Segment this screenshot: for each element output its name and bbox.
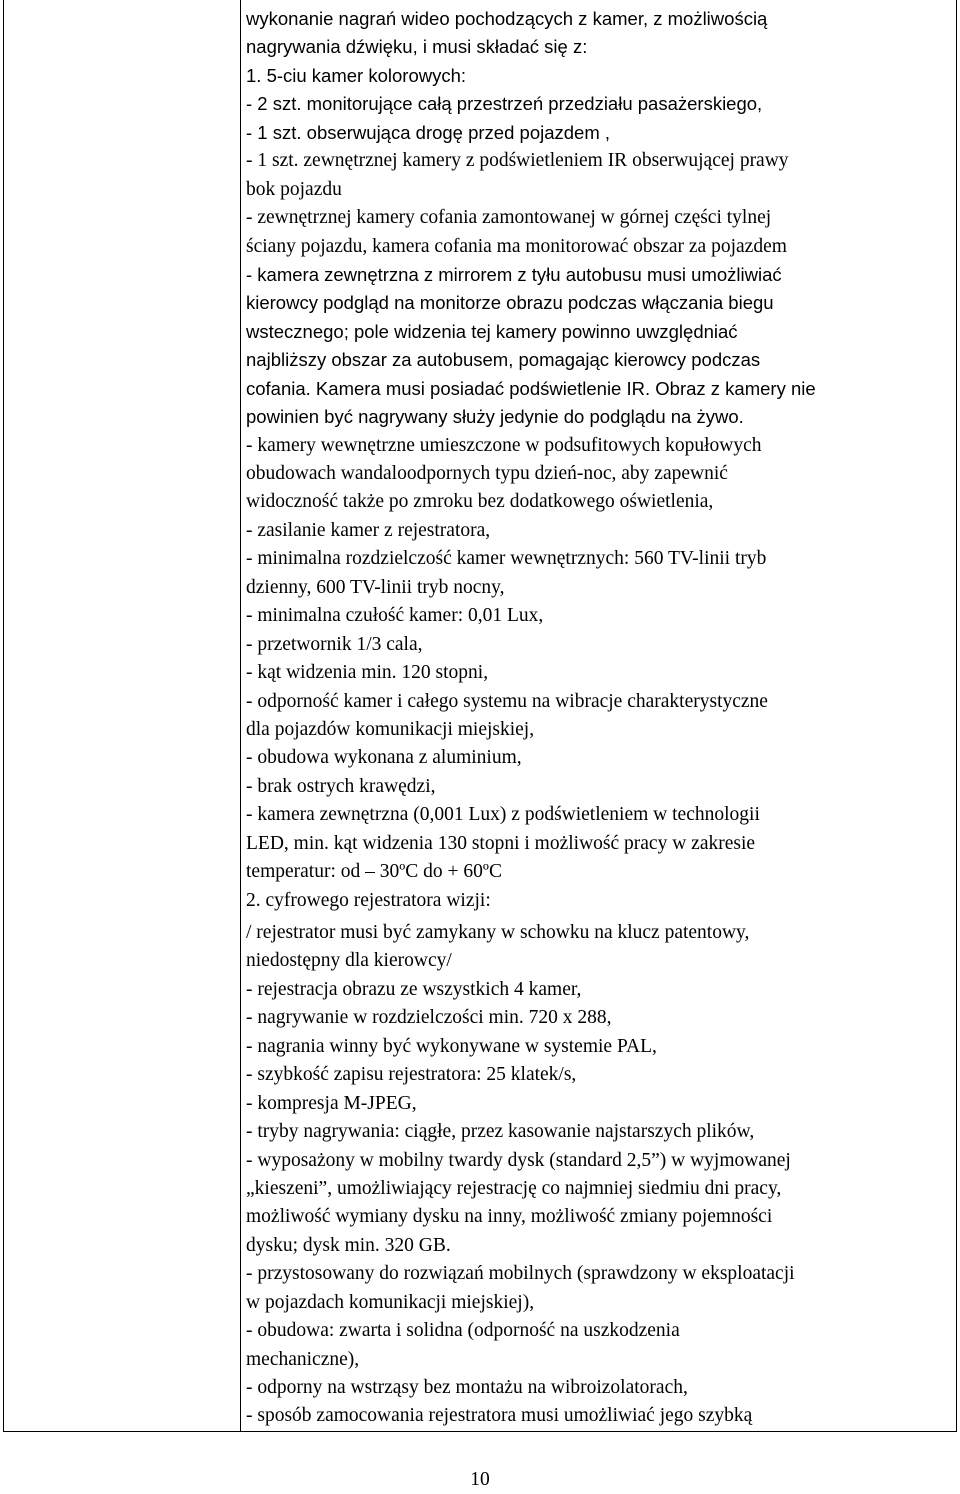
text-line: widoczność także po zmroku bez dodatkowego oświetlenia, bbox=[246, 491, 714, 513]
text-line: - sposób zamocowania rejestratora musi umożliwiać jego szybką bbox=[246, 1405, 753, 1427]
text-line: - 1 szt. zewnętrznej kamery z podświetleniem IR obserwującej prawy bbox=[246, 150, 789, 172]
text-line: - kamera zewnętrzna z mirrorem z tyłu autobusu musi umożliwiać bbox=[246, 263, 782, 285]
text-line: „kieszeni”, umożliwiający rejestrację co najmniej siedmiu dni pracy, bbox=[246, 1177, 782, 1199]
text-line: 2. cyfrowego rejestratora wizji: bbox=[246, 889, 491, 911]
text-line: - zasilanie kamer z rejestratora, bbox=[246, 519, 491, 541]
text-line: w pojazdach komunikacji miejskiej), bbox=[246, 1291, 535, 1313]
text-line: - kąt widzenia min. 120 stopni, bbox=[246, 662, 489, 684]
text-line: - minimalna rozdzielczość kamer wewnętrznych: 560 TV-linii tryb bbox=[246, 548, 767, 570]
table-column-divider bbox=[240, 0, 241, 1432]
text-line: 1. 5-ciu kamer kolorowych: bbox=[246, 64, 467, 86]
text-line: - tryby nagrywania: ciągłe, przez kasowanie najstarszych plików, bbox=[246, 1121, 755, 1143]
text-line: - kompresja M-JPEG, bbox=[246, 1092, 417, 1114]
text-line: - zewnętrznej kamery cofania zamontowanej w górnej części tylnej bbox=[246, 207, 772, 229]
text-line: - nagrania winny być wykonywane w systemie PAL, bbox=[246, 1035, 657, 1057]
text-line: - kamery wewnętrzne umieszczone w podsufitowych kopułowych bbox=[246, 434, 762, 456]
text-line: - odporny na wstrząsy bez montażu na wibroizolatorach, bbox=[246, 1377, 688, 1398]
text-line: - wyposażony w mobilny twardy dysk (standard 2,5”) w wyjmowanej bbox=[246, 1149, 791, 1171]
text-line: - 2 szt. monitorujące całą przestrzeń przedziału pasażerskiego, bbox=[246, 93, 763, 115]
text-line: - minimalna czułość kamer: 0,01 Lux, bbox=[246, 605, 544, 627]
text-line: - obudowa: zwarta i solidna (odporność na uszkodzenia bbox=[246, 1320, 680, 1342]
text-line: - kamera zewnętrzna (0,001 Lux) z podświetleniem w technologii bbox=[246, 804, 760, 826]
text-line: powinien być nagrywany służy jedynie do podglądu na żywo. bbox=[246, 406, 744, 428]
text-line: niedostępny dla kierowcy/ bbox=[246, 950, 452, 972]
text-line: bok pojazdu bbox=[246, 178, 342, 200]
text-line: / rejestrator musi być zamykany w schowku na klucz patentowy, bbox=[246, 922, 750, 943]
text-line: najbliższy obszar za autobusem, pomagając kierowcy podczas bbox=[246, 349, 761, 371]
text-line: LED, min. kąt widzenia 130 stopni i możliwość pracy w zakresie bbox=[246, 832, 756, 854]
text-line: dla pojazdów komunikacji miejskiej, bbox=[246, 718, 535, 740]
text-line: - odporność kamer i całego systemu na wibracje charakterystyczne bbox=[246, 690, 768, 712]
page-number: 10 bbox=[470, 1469, 490, 1490]
text-line: - rejestracja obrazu ze wszystkich 4 kamer, bbox=[246, 978, 582, 1000]
text-line: cofania. Kamera musi posiadać podświetlenie IR. Obraz z kamery nie bbox=[246, 377, 816, 399]
text-line: - brak ostrych krawędzi, bbox=[246, 775, 436, 797]
text-line: - przetwornik 1/3 cala, bbox=[246, 633, 423, 655]
text-line: wstecznego; pole widzenia tej kamery powinno uwzględniać bbox=[246, 320, 738, 342]
text-line: - 1 szt. obserwująca drogę przed pojazdem , bbox=[246, 121, 611, 143]
specification-cell bbox=[246, 5, 952, 1431]
text-line: wykonanie nagrań wideo pochodzących z kamer, z możliwością bbox=[246, 8, 768, 29]
text-line: - szybkość zapisu rejestratora: 25 klatek/s, bbox=[246, 1064, 577, 1086]
text-line: - nagrywanie w rozdzielczości min. 720 x 288, bbox=[246, 1007, 612, 1029]
text-line: dysku; dysk min. 320 GB. bbox=[246, 1234, 451, 1256]
text-line: nagrywania dźwięku, i musi składać się z: bbox=[246, 36, 588, 58]
text-line: obudowach wandaloodpornych typu dzień-noc, aby zapewnić bbox=[246, 463, 728, 484]
text-line: temperatur: od – 30ºC do + 60ºC bbox=[246, 861, 502, 883]
text-line: - przystosowany do rozwiązań mobilnych (sprawdzony w eksploatacji bbox=[246, 1263, 795, 1285]
text-line: - obudowa wykonana z aluminium, bbox=[246, 747, 522, 769]
text-line: dzienny, 600 TV-linii tryb nocny, bbox=[246, 576, 505, 598]
text-line: ściany pojazdu, kamera cofania ma monitorować obszar za pojazdem bbox=[246, 235, 787, 257]
text-line: mechaniczne), bbox=[246, 1348, 360, 1370]
text-line: kierowcy podgląd na monitorze obrazu podczas włączania biegu bbox=[246, 292, 774, 314]
text-line: możliwość wymiany dysku na inny, możliwość zmiany pojemności bbox=[246, 1206, 773, 1228]
